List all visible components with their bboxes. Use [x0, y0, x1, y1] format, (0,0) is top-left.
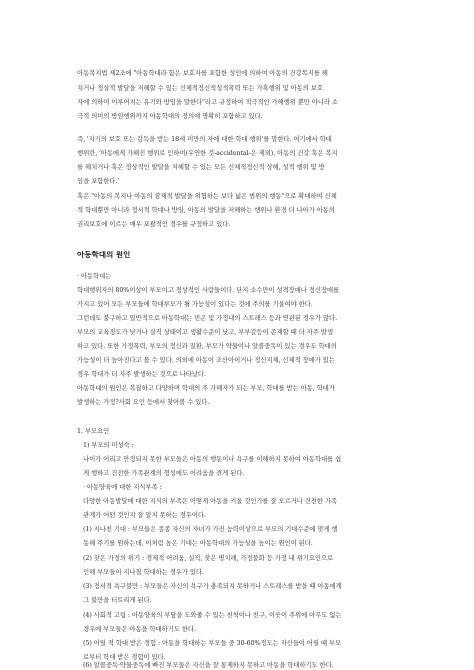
text-line: 나이가 어리고 안정되지 못한 부모들은 아동의 행동이나 욕구를 이해하지 못하여 아동학대를 쉽	[83, 455, 342, 463]
text-line: 가능성이 더 높아진다고 볼 수 있다. 의외에 아동이 조산아이거나 정신지체, 신체적 장애가 있는	[77, 356, 335, 364]
text-line: 게 행하고 건전한 가족관계의 형성에도 어려움을 겪게 된다.	[83, 469, 245, 477]
text-line: 권리보호에 이르는 매우 포괄적인 경우를 규정하고 있다.	[77, 220, 231, 228]
text-line: 경우 학대가 더 자주 발생하는 것으로 나타났다.	[77, 370, 206, 378]
text-line: 부모의 교육정도가 낮거나 실직 상태이고 생활수준이 낮고, 부부갈등이 존재할 때 더 자주 발생	[77, 328, 333, 336]
text-line: 즉, '자기의 보호 또는 감독을 받는 18세 미만의 자에 대한 학대 행위'를 말한다. 여기에서 학대	[77, 135, 332, 143]
text-line: 다양한 아동발달에 대한 지식의 부족은 어떻게 아동을 키울 것인가를 잘 모르거나 건전한 가족	[83, 497, 337, 505]
text-line: 학대행위자의 80%이상이 부모이고 정상적인 사람들이다. 단지 소수만이 성격장애나 정신장애를	[77, 286, 340, 294]
text-line: 경우에 부모들은 아동을 학대하기도 한다.	[83, 625, 196, 633]
text-line: 로부터 학대 받은 경험이 있다.	[83, 653, 166, 661]
text-line: (3) 정서적 욕구불만 : 부모들은 자신의 욕구가 충족되지 못하거나 스트레스를 받을 때 아동에게	[83, 582, 342, 590]
text-line: 1. 부모요인	[77, 427, 110, 435]
text-line: 그런데도 불구하고 일반적으로 아동학대는 빈곤 및 가정내의 스트레스 등과 연관된 경우가 많다.	[77, 314, 338, 322]
text-line: · 아동양육에 대한 지식부족 :	[83, 483, 162, 491]
text-line: 치거나 정상적 발달을 저해할 수 있는 신체적정신적성적폭력 또는 가혹행위 및 아동의 보호	[77, 84, 323, 92]
text-line: (1) 지나친 기대 : 부모들은 종종 자신의 자녀가 가진 능력이상으로 부모의 기대수준에 맞게 행	[83, 525, 338, 533]
text-line: · 아동학대는	[77, 272, 112, 280]
text-line: 하고 있다. 또한 가정폭력, 부모의 정신과 질환, 부모가 약물이나 알콜중독이 있는 경우도 학대의	[77, 342, 337, 350]
text-line: 동해 주기를 원하는데, 이처럼 높은 기대는 아동학대의 가능성을 높이는 원인이 된다.	[83, 539, 313, 547]
text-line: 임을 포함한다.'	[77, 177, 119, 185]
text-line: 혹은 "아동의 복지나 아동의 잠재적 발달을 위협하는 보다 넓은 범위의 행동"으로 확대하여 신체	[77, 192, 337, 200]
text-line: 가지고 있어 모든 부모들에 학대부모가 될 가능성이 있다는 것에 주의를 기울여야 한다.	[77, 300, 313, 308]
text-line: 그 불만을 터트리게 된다.	[83, 596, 152, 604]
text-line: 적 학대뿐만 아니라 정서적 학대나 방임, 아동의 발달을 저해하는 행위나 환경 더 나아가 아동의	[77, 206, 335, 214]
text-line: 아동학대의 원인은 복잡하고 다양하며 학대의 주 가해자가 되는 부모, 학대를 받는 아동, 학대가	[77, 384, 335, 392]
text-line: (6) 알콜중독·약물중독에 빠진 부모들은 자신을 잘 통제하지 못하고 아동을 학대하기도 한다.	[83, 661, 334, 669]
text-line: 인해 부모들이 지나칠 학대하는 경우가 있다.	[83, 568, 204, 576]
text-line: (2) 잦은 가정의 위기 : 경제적 어려움, 실직, 잦은 병치레, 가정불화 등 가정 내 위기요인으로	[83, 554, 334, 562]
text-line: 1) 부모의 미성숙 :	[83, 441, 134, 449]
text-line: (5) 어릴 적 학대 받은 경험 : 아동을 학대하는 부모들 중 30-60%정도는 자신들이 어릴 때 부모	[83, 639, 342, 647]
text-line: (4) 사회적 고립 : 아동양육의 부담을 도와줄 수 있는 친척이나 친구, 이웃이 주위에 아무도 없는	[83, 611, 342, 619]
text-line: 행위란, '아동에게 가해진 행위로 인하여(우연한 것-accidental-은 제외), 아동의 건강 혹은 복지	[77, 149, 338, 157]
text-line: 극적 의미의 방임행위까지 아동학대의 정의에 명확히 포함하고 있다.	[77, 112, 263, 120]
text-line: 아동복지법 제2조에 "아동학대라 함은 보호자를 포함한 성인에 의하여 아동의 건강복지를 해	[77, 69, 328, 77]
text-line: 자에 의하여 이루어지는 유기와 방임을 말한다"라고 규정하여 적극적인 가해행위 뿐만 아니라 소	[77, 98, 338, 106]
text-line: 발생하는 가정?사회 요인 등에서 찾아볼 수 있다.	[77, 398, 210, 406]
text-line: 를 해치거나 혹은 정상적인 발달을 저해할 수 있는 모든 신체적정신적 상해, 성적 행위 및 방	[77, 163, 325, 171]
text-line: 관계가 어떤 것인지 잘 알지 못하는 경우이다.	[83, 511, 206, 519]
section-heading: 아동학대의 원인	[77, 251, 131, 259]
